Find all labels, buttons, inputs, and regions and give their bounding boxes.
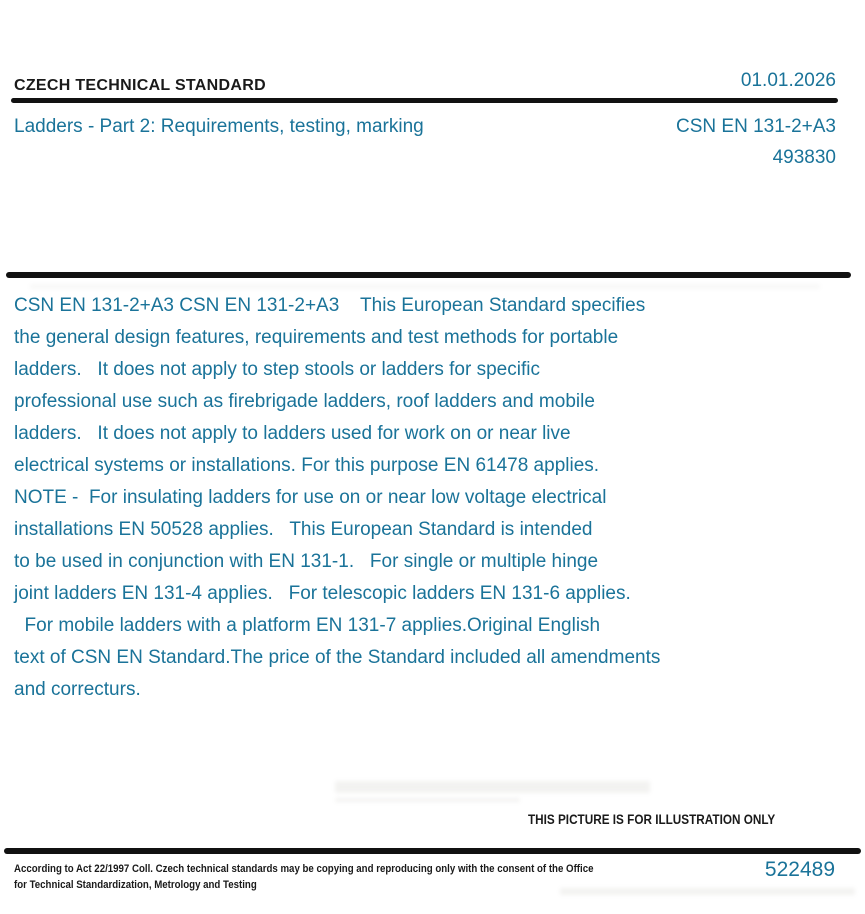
abstract-line: ladders. It does not apply to ladders used for work on or near live [14, 423, 571, 444]
copyright-line: for Technical Standardization, Metrology and Testing [14, 879, 257, 891]
abstract-line: installations EN 50528 applies. This European Standard is intended [14, 519, 593, 540]
footer-rule [4, 848, 861, 854]
abstract-line: For mobile ladders with a platform EN 131-7 applies.Original English [14, 615, 601, 636]
standard-designation: CSN EN 131-2+A3 [676, 116, 836, 137]
copyright-line: According to Act 22/1997 Coll. Czech technical standards may be copying and reproducing only with the consent of the Office [14, 863, 594, 875]
abstract-line: professional use such as firebrigade ladders, roof ladders and mobile [14, 391, 595, 412]
scan-artifact [30, 284, 820, 289]
scan-artifact [335, 781, 650, 793]
abstract-line: and correcturs. [14, 679, 141, 700]
abstract-line: the general design features, requirements and test methods for portable [14, 327, 619, 348]
issue-date: 01.01.2026 [740, 70, 836, 91]
standard-subject-title: Ladders - Part 2: Requirements, testing, marking [14, 116, 424, 137]
abstract-divider-rule [6, 272, 851, 278]
abstract-line: electrical systems or installations. For this purpose EN 61478 applies. [14, 455, 600, 476]
illustration-only-notice: THIS PICTURE IS FOR ILLUSTRATION ONLY [527, 812, 775, 827]
abstract-line: NOTE - For insulating ladders for use on or near low voltage electrical [14, 487, 607, 508]
abstract-line: CSN EN 131-2+A3 CSN EN 131-2+A3 This European Standard specifies [14, 295, 646, 316]
standard-abstract [14, 290, 814, 706]
standard-type-heading: CZECH TECHNICAL STANDARD [14, 77, 266, 94]
abstract-line: ladders. It does not apply to step stools or ladders for specific [14, 359, 540, 380]
order-number: 522489 [764, 858, 835, 881]
abstract-line: to be used in conjunction with EN 131-1. For single or multiple hinge [14, 551, 599, 572]
header-rule [11, 98, 838, 103]
abstract-line: text of CSN EN Standard.The price of the Standard included all amendments [14, 647, 661, 668]
catalog-number: 493830 [772, 147, 836, 168]
copyright-notice [14, 861, 593, 893]
abstract-line: joint ladders EN 131-4 applies. For telescopic ladders EN 131-6 applies. [14, 583, 631, 604]
scan-artifact [335, 798, 520, 802]
scan-artifact [560, 888, 855, 895]
